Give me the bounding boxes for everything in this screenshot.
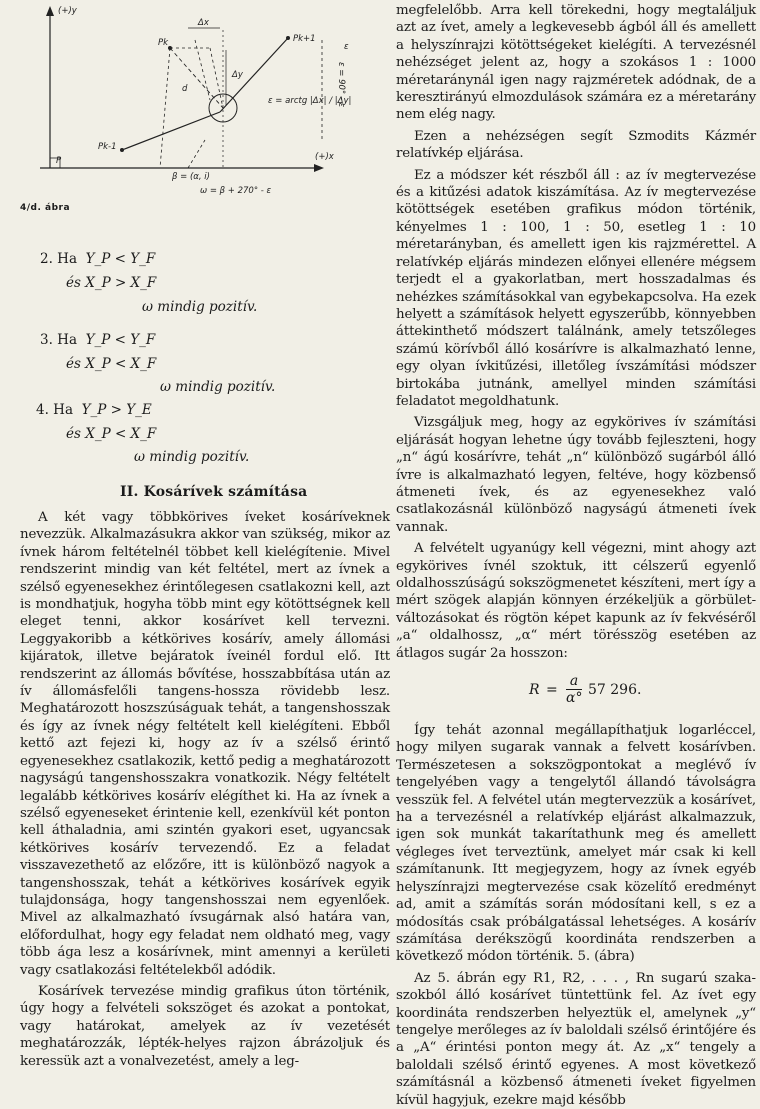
figure-caption: 4/d. ábra bbox=[20, 203, 71, 213]
left-paragraph-2: Kosárívek tervezése mindig grafikus úton történik, úgy hogy a felvételi sokszöget és azokat a pontokat, vagy határokat, amelyek az ív vezetését meghatározzák, lépték-helyes rajzon ábrázoljuk és keressük azt a vonalvezetést, amely a leg- bbox=[20, 983, 390, 1069]
right-paragraph-2: Ezen a nehézségen segít Szmodits Kázmér relatívkép eljárása. bbox=[396, 128, 756, 162]
pk1-label: Pk+1 bbox=[293, 34, 316, 44]
right-paragraph-4: Vizsgáljuk meg, hogy az egykörives ív számítási eljárását hogyan lehetne úgy tovább fejleszteni, hogy „n“ ágú kosárívre, tehát „n“ különböző sugárból álló ívre is alkalmazható legyen, feltéve, hogy közbenső átmeneti ívek, és az egyenesekhez való csatlakozásnál különböző nagyságú átmeneti ívek vannak. bbox=[396, 415, 756, 535]
condition-4-line1: 4. Ha Y_P > Y_E bbox=[36, 402, 152, 418]
formula-equals: = bbox=[546, 682, 558, 699]
right-paragraph-3: Ez a módszer két részből áll : az ív megtervezése és a kitűzési adatok kiszámítása. Az ív megtervezése kötöttségek esetében grafikus módon történik, kényelmes 1 : 100, 1 : 50, esetleg 1 : 10 méretarányban, és amellett igen kis rajzmérettel. A relatívkép eljárás mindezen előnyei ellenére mégsem terjedt el a gyakorlatban, mert hosszadalmas és nehézkes számításokkal van egybekapcsolva. Ha ezek helyett a számítások helyett egyszerűbb, könnyebben áttekinthető módszert találnánk, amely tetszőleges számú körívből álló kosárívre is alkalmazható lenne, egy olyan ívkitűzési, illetőleg ívszámítási módszer birtokába jutnánk, amellyel minden számítási feladatot megoldhatunk. bbox=[396, 167, 756, 409]
formula-denominator: α° bbox=[566, 690, 583, 707]
condition-2-line1: 2. Ha Y_P < Y_F bbox=[40, 251, 156, 267]
condition-4-line2: és X_P < X_F bbox=[66, 426, 157, 442]
right-paragraph-7: Az 5. ábrán egy R1, R2, . . . , Rn sugarú szakaszokból álló kosárívet tüntettünk fel. Az ívet egy koordináta rendszerben helyeztük el, amelynek „y“ tengelye merőleges az ív baloldali szélső érintőjére és a „A“ érintési ponton megy át. Az „x“ tengely a baloldali szélső érintő egyenes. A most következő számításnál a közbenső átmeneti íveket figyelmen kívül hagyjuk, ezekre majd később bbox=[396, 970, 756, 1108]
origin-label: P bbox=[56, 156, 62, 166]
formula-fraction bbox=[566, 674, 582, 705]
right-formula-label: ε = 90° - ε bbox=[336, 62, 346, 108]
left-paragraph-1: A két vagy többkörives íveket kosáríveknek nevezzük. Alkalmazásukra akkor van szükség, mikor az ívnek három feltételnél többet kell kielégítenie. Mivel rendszerint mindig van két feltétel, mert az ívnek a szélső egyenesekhez érintőlegesen csatlakozni kell, azt is mondhatjuk, hogyha több mint egy kötöttségnek kell eleget tenni, akkor kosárívet kell tervezni. Leggyakoribb a kétkörives kosárív, amely állomási kijáratok, illetve bejáratok íveinél fordul elő. Itt rendszerint az állomás bővítése, hosszabbítása után az ív állomásfelőli tangens-hossza rövidebb lesz. Meghatározott hoszszúságuak tehát, a tangenshosszak és így az ívnek négy feltételt kell kielégíteni. Ebből kettő azt fejezi ki, hogy az ív a szélső érintő egyenesekhez csatlakozik, kettő pedig a meghatározott nagyságú tangenshosszakra vonatkozik. Négy feltételt legalább kétkörives kosárív elégíthet ki. Ha az ívnek a szélső egyeneseket érintenie kell, ezenkívül két ponton kell áthaladnia, ami szintén gyakori eset, ugyancsak kétkörives kosárív tervezendő. Ez a feladat visszavezethető az előzőre, itt is különböző nagyok a tangenshosszak, tehát a kétkörives kosárívek egyik tulajdonsága, hogy tangenshosszai nem egyenlőek. Mivel az alkalmazható ívsugárnak alsó határa van, előfordulhat, hogy egy feladat nem oldható meg, vagy több ága lesz a kosárívnek, mint amennyi a kerületi vagy csatlakozási feltételekből adódik. bbox=[20, 510, 390, 978]
beta-label: β = (α, i) bbox=[172, 172, 210, 182]
condition-3-line1: 3. Ha Y_P < Y_F bbox=[40, 332, 156, 348]
condition-3-line3: ω mindig pozitív. bbox=[160, 379, 276, 395]
dx-label: Δx bbox=[198, 18, 209, 28]
radius-formula bbox=[396, 674, 756, 708]
right-paragraph-1: megfelelőbb. Arra kell törekedni, hogy megtaláljuk azt az ívet, amely a legkevesebb ágból áll és amellett a helyszínrajzi kötöttségeket kielégíti. A tervezésnél nehézséget jelent az, hogy a szokásos 1 : 1000 méretaránynál igen nagy rajzméretek adódnak, de a keresztirányú elmozdulások számára ez a méretarány nem elég nagy. bbox=[396, 3, 756, 123]
eps-formula-label: ε = arctg |Δx| / |Δy| bbox=[268, 96, 352, 106]
condition-2-line2: és X_P > X_F bbox=[66, 275, 157, 291]
pk-1-label: Pk-1 bbox=[98, 142, 117, 152]
section-heading: II. Kosárívek számítása bbox=[120, 484, 308, 500]
eps-label: ε bbox=[344, 42, 349, 52]
omega-label: ω = β + 270° - ε bbox=[200, 186, 272, 196]
condition-3-line2: és X_P < X_F bbox=[66, 356, 157, 372]
x-axis-label: (+)x bbox=[315, 152, 334, 162]
right-column bbox=[396, 2, 756, 1109]
condition-4-line3: ω mindig pozitív. bbox=[134, 449, 250, 465]
formula-value: 57 296. bbox=[588, 682, 642, 699]
dy-label: Δy bbox=[232, 70, 243, 80]
formula-numerator: a bbox=[569, 673, 579, 690]
condition-2-line3: ω mindig pozitív. bbox=[142, 299, 258, 315]
d-label: d bbox=[182, 84, 188, 94]
right-paragraph-5: A felvételt ugyanúgy kell végezni, mint ahogy azt egykörives ívnél szoktuk, itt célszerű egyenlő oldalhosszúságú sokszögmenetet készíteni, mert így a mért szögek alapján könnyen érzékeljük a görbület-változásokat és rögtön képet kapunk az ív fekvéséről „a“ oldalhossz, „α“ mért törésszög esetében az átlagos sugár 2a hosszon: bbox=[396, 541, 756, 661]
pk-label: Pk bbox=[158, 38, 169, 48]
formula-lhs: R bbox=[529, 682, 540, 699]
right-paragraph-6: Így tehát azonnal megállapíthatjuk logarléccel, hogy milyen sugarak vannak a felvett kosárívben. Természetesen a sokszögpontokat a meglévő ív tengelyében vagy a tengelytől állandó távolságra vesszük fel. A felvétel után megtervezzük a kosárívet, ha a tervezésnél a relatívkép eljárást alkalmazzuk, igen sok munkát takarítathunk meg és amellett végleges ívet terveztünk, amelyet már csak ki kell számítanunk. Itt megjegyzem, hogy az ívnek egyéb helyszínrajzi megtervezése csak közelítő eredményt ad, amit a számítás során módosítani kell, s ez a módosítás csak próbálgatással lehetséges. A kosárív számítása derékszögű koordináta rendszerben a következő módon történik. 5. (ábra) bbox=[396, 723, 756, 965]
figure-4d bbox=[10, 0, 390, 220]
y-axis-label: (+)y bbox=[58, 6, 77, 16]
left-body-text bbox=[20, 509, 390, 1070]
